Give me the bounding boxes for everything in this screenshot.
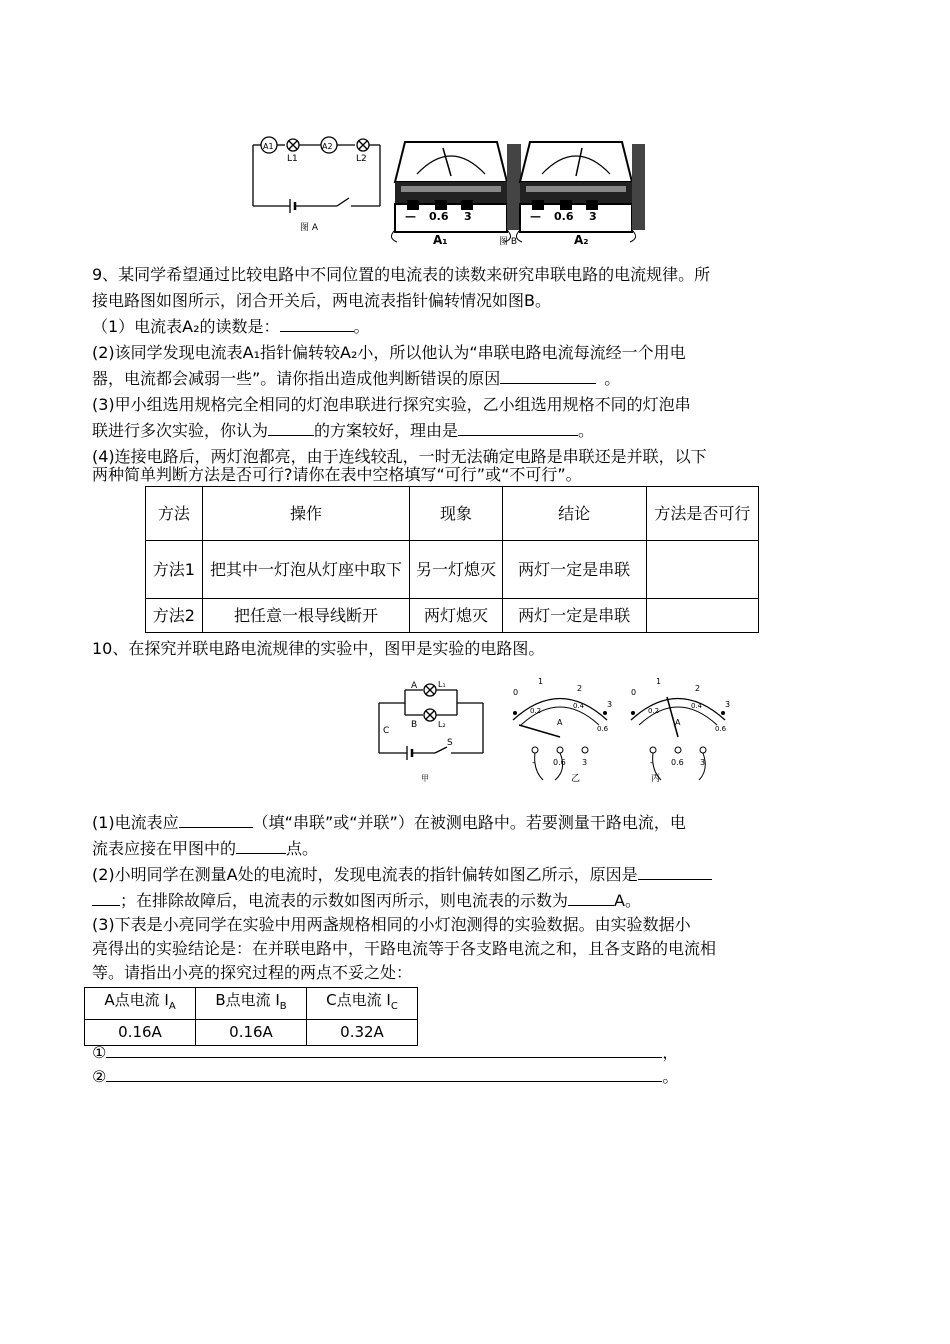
circuit-label-a2: A2 (322, 142, 333, 151)
yi-unit-a: A (557, 718, 563, 727)
answer-2-mark: ② (92, 1067, 107, 1086)
table-header-row (146, 487, 759, 541)
row2-method: 方法2 (146, 599, 203, 633)
q10-part2-reason-blank-b[interactable] (92, 890, 120, 906)
bing-scale-2: 2 (695, 684, 701, 693)
q10-current-table (84, 987, 418, 1046)
q10-part1-connect-blank[interactable] (179, 812, 253, 828)
caption-bing: 丙 (651, 774, 661, 784)
q9-part4-line1: (4)连接电路后，两灯泡都亮，由于连线较乱，一时无法确定电路是串联还是并联，以下 (92, 447, 707, 466)
q10-part3-line2: 亮得出的实验结论是：在并联电路中，干路电流等于各支路电流之和，且各支路的电流相 (92, 939, 717, 958)
q10-part1-point-blank[interactable] (236, 838, 286, 854)
header-phenomenon: 现象 (410, 487, 502, 541)
a2-terminal-06: 0.6 (554, 210, 574, 223)
header-method: 方法 (146, 487, 203, 541)
q10-part1-line2 (92, 838, 318, 860)
q9-part3-choice-blank[interactable] (268, 420, 314, 436)
q10-part3-line1: (3)下表是小亮同学在实验中用两盏规格相同的小灯泡测得的实验数据。由实验数据小 (92, 915, 691, 934)
caption-jia: 甲 (421, 774, 429, 783)
q9-part2-answer-blank[interactable] (500, 368, 596, 384)
q10-answer-2 (92, 1066, 678, 1088)
circuit-label-a1: A1 (263, 142, 274, 151)
answer-2-end: 。 (662, 1067, 679, 1086)
q10-part2-line2 (92, 890, 641, 912)
q10-part1-text-a: (1)电流表应 (92, 813, 179, 832)
a2-terminal-neg: — (530, 210, 541, 223)
caption-yi: 乙 (571, 774, 581, 784)
yi-terminal-06: 0.6 (553, 758, 566, 767)
q9-part2-end: 。 (604, 369, 621, 388)
answer-1-mark: ① (92, 1043, 107, 1062)
q9-part1-end: 。 (353, 317, 370, 336)
q9-part1 (92, 316, 370, 338)
row2-operation: 把任意一根导线断开 (202, 599, 410, 633)
figure-series-circuit-and-ammeters (245, 128, 645, 250)
parallel-circuit-diagram (379, 684, 483, 760)
answer-2-blank[interactable] (106, 1066, 662, 1082)
q9-part3-reason-blank[interactable] (458, 420, 578, 436)
row2-feasible-answer[interactable] (646, 599, 758, 633)
q10-part1-text-c: 流表应接在甲图中的 (92, 839, 237, 858)
q10-part1-text-d: 点。 (286, 839, 319, 858)
q9-part3-line1: (3)甲小组选用规格完全相同的灯泡串联进行探究实验，乙小组选用规格不同的灯泡串 (92, 395, 691, 414)
circuit-label-l1: L1 (287, 154, 298, 164)
q10-answer-1 (92, 1042, 678, 1064)
ammeter-yi (513, 699, 607, 781)
yi-scale-1: 1 (538, 677, 544, 686)
yi-scale-2: 2 (577, 684, 583, 693)
yi-sub-04: 0.4 (573, 702, 585, 710)
table-row (146, 541, 759, 599)
bing-unit-a: A (675, 718, 681, 727)
header-ia: A点电流 $I_A$ (85, 988, 196, 1020)
header-feasible: 方法是否可行 (646, 487, 758, 541)
q9-part3-end: 。 (578, 421, 595, 440)
value-ia: 0.16A (85, 1020, 196, 1046)
row1-operation: 把其中一灯泡从灯座中取下 (202, 541, 410, 599)
q10-part3-line3: 等。请指出小亮的探究过程的两点不妥之处： (92, 963, 413, 982)
circuit-point-a: A (411, 681, 418, 691)
circuit-label-l2: L2 (356, 154, 367, 164)
q9-part2-line1: (2)该同学发现电流表A₁指针偏转较A₂小，所以他认为“串联电路电流每流经一个用电 (92, 343, 686, 362)
bing-scale-1: 1 (656, 677, 662, 686)
q10-part2-text-a: (2)小明同学在测量A处的电流时，发现电流表的指针偏转如图乙所示，原因是 (92, 865, 638, 884)
q10-stem: 10、在探究并联电路电流规律的实验中，图甲是实验的电路图。 (92, 639, 545, 658)
bing-sub-06: 0.6 (715, 725, 727, 733)
value-ic: 0.32A (307, 1020, 418, 1046)
row2-conclusion: 两灯一定是串联 (502, 599, 646, 633)
ammeter-bing (631, 697, 725, 780)
circuit-switch-s: S (447, 738, 453, 748)
bing-terminal-3: 3 (700, 758, 706, 767)
q9-part1-answer-blank[interactable] (280, 316, 354, 332)
q10-part1-text-b: （填“串联”或“并联”）在被测电路中。若要测量干路电流，电 (252, 813, 686, 832)
value-ib: 0.16A (196, 1020, 307, 1046)
circuit-point-c: C (383, 726, 390, 736)
q10-part1-line1 (92, 812, 686, 834)
q10-part2-reason-blank-a[interactable] (638, 864, 712, 880)
q9-part3-line2 (92, 420, 594, 442)
yi-sub-06: 0.6 (597, 725, 609, 733)
ammeter-a2 (516, 142, 645, 242)
answer-1-blank[interactable] (106, 1042, 662, 1058)
header-ic: C点电流 $I_C$ (307, 988, 418, 1020)
yi-scale-0: 0 (513, 688, 519, 697)
row2-phenomenon: 两灯熄灭 (410, 599, 502, 633)
header-operation: 操作 (202, 487, 410, 541)
q9-stem-line1: 9、某同学希望通过比较电路中不同位置的电流表的读数来研究串联电路的电流规律。所 (92, 265, 711, 284)
q9-part2-text: 器，电流都会减弱一些”。请你指出造成他判断错误的原因 (92, 369, 501, 388)
header-conclusion: 结论 (502, 487, 646, 541)
q10-part2-text-c: A。 (614, 891, 641, 910)
yi-terminal-3: 3 (582, 758, 588, 767)
q9-method-table (145, 486, 759, 633)
q9-stem-line2: 接电路图如图所示，闭合开关后，两电流表指针偏转情况如图B。 (92, 291, 551, 310)
bing-terminal-06: 0.6 (671, 758, 684, 767)
caption-figure-b: 图 B (499, 237, 518, 247)
bing-sub-02: 0.2 (648, 707, 660, 715)
bing-terminal-neg: - (650, 758, 654, 768)
q10-part2-reading-blank[interactable] (568, 890, 614, 906)
ammeter-a1 (391, 142, 521, 242)
yi-scale-3: 3 (607, 700, 613, 709)
table-header-row (85, 988, 418, 1020)
row1-feasible-answer[interactable] (646, 541, 758, 599)
yi-terminal-neg: - (532, 758, 536, 768)
q9-part4-line2: 两种简单判断方法是否可行?请你在表中空格填写“可行”或“不可行”。 (92, 465, 582, 484)
q10-part2-line1 (92, 864, 712, 886)
a1-terminal-06: 0.6 (429, 210, 449, 223)
a2-terminal-3: 3 (589, 210, 597, 223)
q9-part1-text: （1）电流表A₂的读数是： (92, 317, 280, 336)
bing-sub-04: 0.4 (691, 702, 703, 710)
circuit-lamp-l1: L₁ (438, 680, 446, 689)
row1-method: 方法1 (146, 541, 203, 599)
bing-scale-0: 0 (631, 688, 637, 697)
a1-terminal-3: 3 (464, 210, 472, 223)
yi-sub-02: 0.2 (530, 707, 542, 715)
circuit-lamp-l2: L₂ (438, 720, 446, 729)
q10-part2-text-b: ；在排除故障后，电流表的示数如图丙所示，则电流表的示数为 (120, 891, 569, 910)
table-row (146, 599, 759, 633)
q9-part3-text-a: 联进行多次实验，你认为 (92, 421, 269, 440)
row1-conclusion: 两灯一定是串联 (502, 541, 646, 599)
circuit-point-b: B (411, 720, 418, 730)
a1-label: A₁ (433, 233, 448, 247)
bing-scale-3: 3 (725, 700, 731, 709)
q9-part2-line2 (92, 368, 620, 390)
q9-part3-text-b: 的方案较好，理由是 (314, 421, 459, 440)
answer-1-end: ， (662, 1043, 679, 1062)
a2-label: A₂ (574, 233, 589, 247)
figure-parallel-circuit-and-meters (375, 675, 745, 790)
header-ib: B点电流 $I_B$ (196, 988, 307, 1020)
row1-phenomenon: 另一灯熄灭 (410, 541, 502, 599)
caption-figure-a: 图 A (300, 223, 319, 233)
a1-terminal-neg: — (405, 210, 416, 223)
